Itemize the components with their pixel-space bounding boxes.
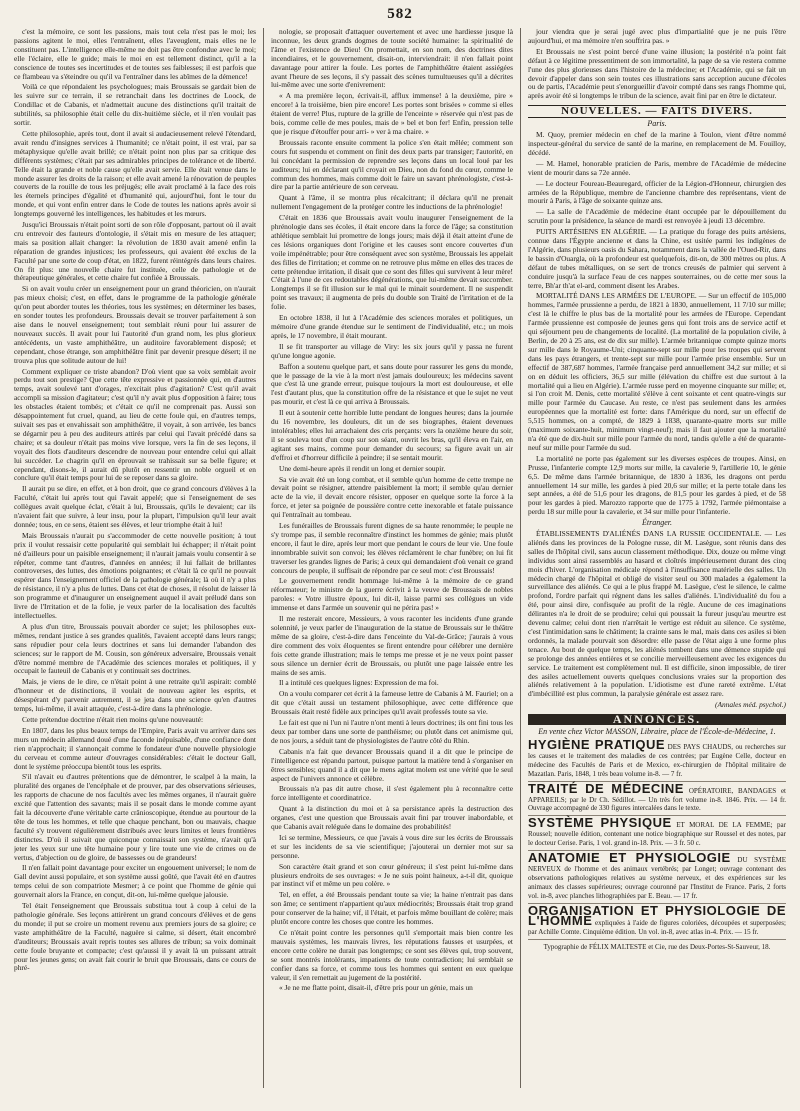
- article-paragraph: Quant à la distinction du moi et à sa persistance après la destruction des organes, c'est une question que Broussais avait fini par trouver inabordable, et que Cabanis avait reléguée dans le domaine des probabilités!: [271, 804, 513, 832]
- ad-item: [528, 852, 786, 904]
- annonces-publisher: En vente chez Victor MASSON, Libraire, place de l'École-de-Médecine, 1.: [538, 727, 776, 737]
- ad-title: TRAITÉ DE MÉDECINE: [528, 780, 684, 796]
- article-paragraph: Tel, en effet, a été Broussais pendant toute sa vie; la haine n'entrait pas dans son âme; ce sentiment n'appartient qu'aux médiocrités; Broussais était trop grand pour conserver de la haine; vif, il l'était, et parfois même bouillant de colère; mais plutôt encore contre les choses que contre les hommes.: [271, 890, 513, 927]
- article-paragraph: c'est la mémoire, ce sont les passions, mais tout cela n'est pas le moi; les passions agitent le moi, elles l'entraînent, elles l'aveuglent, mais elles ne le constituent pas. L'intelligence elle-même ne doit pas être confondue avec le moi; elle l'éclaire, elle le guide; mais le moi en est tellement distinct, qu'il a la conscience de toutes ses incertitudes et de toutes ses faiblesses; il est parfois que ce flambeau va s'éteindre ou qu'il va l'entraîner dans les abîmes de la démence!: [14, 28, 256, 81]
- article-paragraph: Mais, je viens de le dire, ce n'était point à une retraite qu'il aspirait: comblé d'honneur et de distinctions, il voulait de nouveau agiter les esprits, et désespérant d'y parvenir autrement, il se jeta dans une science qu'en d'autres temps, lui-même, il avait attaquée, c'est-à-dire dans la phrénologie.: [14, 677, 256, 714]
- article-paragraph: Si on avait voulu créer un enseignement pour un grand théoricien, on n'aurait pas mieux choisi; c'est, en effet, dans le programme de la pathologie générale qu'on peut aborder toutes les théories, tous les systèmes; en déterminer les bases, en sonder toutes les profondeurs. Broussais devait se trouver parfaitement à son aise dans le nouvel enseignement; tout semblait réuni pour lui assurer de nouveaux succès. Il avait pour lui l'autorité d'un grand nom, les plus glorieux antécédents, un vaste amphithéâtre, un auditoire favorablement disposé; et cependant, chose étrange, son amphithéâtre finit par devenir presque désert; il ne trouva plus que solitude autour de lui!: [14, 284, 256, 365]
- article-paragraph: Il a intitulé ces quelques lignes: Expression de ma foi.: [279, 678, 439, 688]
- ad-item: [528, 736, 786, 782]
- news-source: (Annales méd. psychol.): [714, 700, 786, 710]
- ad-text: DU SYSTÈME NERVEUX de l'homme et des animaux vertébrés; par Longet; ouvrage contenant des observations pathologiques relatives au système nerveux, et des expériences sur les animaux des classes supérieures; ouvrage couronné par l'Institut de France. Paris, 2 forts vol. in-8, avec planches lithographiées par E. Beau. — 17 fr.: [528, 856, 786, 900]
- article-paragraph: Quant à l'âme, il se montra plus récalcitrant; il déclara qu'il ne prenait nullement l'engagement de la protéger contre les inductions de la phrénologie!: [271, 193, 513, 212]
- article-paragraph: Le gouvernement rendit hommage lui-même à la mémoire de ce grand réformateur; le ministre de la guerre écrivit à la veuve de Broussais de nobles paroles: « Votre illustre époux, lui dit-il, laisse parmi ses collègues un vide immense et dans l'armée un souvenir qui ne périra pas! »: [271, 576, 513, 613]
- article-paragraph: C'était en 1836 que Broussais avait voulu inaugurer l'enseignement de la phrénologie dans ses écoles, il était encore dans la force de l'âge; sa constitution athlétique semblait lui promettre de longs jours; mais déjà il était atteint d'une de ces lésions organiques dont l'origine et les causes sont encore couvertes d'un voile impénétrable; pour être conséquent avec son système, Broussais les appelait des filles de l'irritation; et comme on ne retrouve plus même en elles des traces de cette prétendue irritation, il disait que ce sont des filles qui survivent à leur mère! C'était à l'une de ces redoutables dégénérations, que lui-même devait succomber. Longtemps il se fit illusion sur le mal qui le minait sourdement. Il ne suspendit point ses travaux; il augmenta de près du double son Traité de l'irritation et de la folie.: [271, 213, 513, 312]
- article-paragraph: Broussais raconte ensuite comment la police s'en était mêlée; comment son cours fut suspendu et comment on finit des deux parts par transiger; l'autorité, en lui concédant la permission de reprendre ses leçons dans un local loué par les auditeurs; lui en déclarant qu'il croyait en Dieu, non du fond du cœur, comme le commun des hommes, mais comme doit le faire un savant phrénologiste, c'est-à-dire par la partie antérieure de son cerveau.: [271, 137, 513, 192]
- article-paragraph: « Je ne me flatte point, disait-il, d'être pris pour un génie, mais un: [279, 983, 473, 993]
- article-paragraph: Les funérailles de Broussais furent dignes de sa haute renommée; le peuple ne s'y trompe pas, il semble reconnaître d'instinct les hommes de génie; mais plutôt encore, il faut le dire, après leur mort que pendant le cours de leur vie. Une foule innombrable suivit son convoi; les élèves réclamèrent le char funèbre; on lui fit traverser les grandes lignes de Paris; à ceux qui demandaient d'où venait ce grand concours de peuple, il suffisait de répondre par ce seul mot: c'est Broussais!: [271, 521, 513, 575]
- news-item: — La salle de l'Académie de médecine étant occupée par le dépouillement du scrutin pour la présidence, la séance de mardi est renvoyée à jeudi 13 décembre.: [528, 207, 786, 226]
- news-heading: NOUVELLES. — FAITS DIVERS.: [528, 105, 786, 118]
- article-paragraph: Le fait est que ni l'un ni l'autre n'ont menti à leurs doctrines; ils ont fini tous les deux par tomber dans une sorte de panthéisme; ou plutôt dans cet animisme qui, de nos jours, a séduit tant de physiologistes de l'autre côté du Rhin.: [271, 718, 513, 745]
- article-paragraph: Jusqu'ici Broussais n'était point sorti de son rôle d'opposant, partout où il avait cru entrevoir des fauteurs d'ontologie, il s'était mis en mesure de les attaquer; mais sa position allait changer: la révolution de 1830 avait amené enfin la réparation de grandes injustices; les professeurs, qui avaient été exclus de la Faculté par une sorte de coup d'état, en 1822, furent réintégrés dans leurs chaires. On fit plus: une nouvelle chaire fut instituée, celle de pathologie et de thérapeutique générales, et cette chaire fut confiée à Broussais.: [14, 220, 256, 283]
- news-item: MORTALITÉ DANS LES ARMÉES DE L'EUROPE. — Sur un effectif de 105,000 hommes, l'armée prussienne a perdu, de 1821 à 1830, annuellement, 11 7/10 sur mille; c'est là le chiffre le plus bas de la mortalité pour les armées de l'Europe. Cependant l'armée prussienne est composée de jeunes gens qui font trois ans de service actif et qui séjournent peu de changements de localité. (La mortalité de la population civile, à Berlin, de 20 à 25 ans, est de dix sur mille). L'armée britannique compte quinze morts sur mille dans le Royaume-Uni; cinquante-sept sur mille pour les troupes qui servent dans les pays étrangers, et trente-sept sur mille pour l'armée prise ensemble. Sur un effectif de 387,687 hommes, l'armée française perd annuellement 34,2 sur mille; et si on en déduit les officiers, 36,5 sur mille (élévation du chiffre est due surtout à la mortalité qui a lieu en Algérie). L'armée russe perd en moyenne cinquante sur mille; et, si l'on croit M. Denis, cette mortalité s'élève à cent soixante et cent quatre-vingts sur mille pour l'armée du Caucase. Au reste, ce n'est pas seulement dans les armées européennes que la mortalité est forte: dans l'Amérique du nord, sur un effectif de 5,515 hommes, on a compté, de 1829 à 1838, quarante-quatre morts sur mille (maximum soixante-huit, minimum vingt-neuf); mais il faut ajouter que la mortalité n'a été que de dix-huit sur mille pour l'armée du nord, tandis qu'elle a été de quarante-neuf sur mille pour l'armée du sud.: [528, 291, 786, 452]
- article-paragraph: Il n'en fallait point davantage pour exciter un engouement universel; le nom de Gall devint aussi populaire, et son système aussi goûté, que l'avait été en d'autres temps celui de son compatriote Mesmer; à ce point que l'homme de génie qui gouvernait alors la France, en conçut, dit-on, lui-même quelque jalousie.: [14, 863, 256, 900]
- article-paragraph: En 1807, dans les plus beaux temps de l'Empire, Paris avait vu arriver dans ses murs un médecin allemand doué d'une faconde inépuisable, d'une confiance dont rien n'approchait; il s'annonçait comme le fondateur d'une nouvelle physiologie du cerveau et comme auteur d'ouvrages considérables: c'était le docteur Gall, dont le système préoccupa bientôt tous les esprits.: [14, 725, 256, 771]
- news-item: — M. Hamel, honorable praticien de Paris, membre de l'Académie de médecine vient de mourir dans sa 72e année.: [528, 158, 786, 177]
- news-items: [528, 131, 786, 517]
- ad-title: SYSTÈME PHYSIQUE: [528, 815, 672, 831]
- article-paragraph: Une demi-heure après il rendit un long et dernier soupir.: [279, 463, 446, 473]
- article-paragraph: Ici se termine, Messieurs, ce que j'avais à vous dire sur les écrits de Broussais et sur les incidents de sa vie scientifique; j'ajouterai un dernier mot sur sa personne.: [271, 832, 513, 860]
- article-paragraph: Comment expliquer ce triste abandon? D'où vient que sa voix semblait avoir perdu tout son prestige? Que cette tête expressive et passionnée qui, en d'autres temps, avait soulevé tant d'orages, n'excitait plus d'agitation? C'est qu'il avait accompli sa mission d'agitateur; c'est qu'il n'y avait plus d'opposition à faire; tous les obstacles étaient tombés; et c'était ce qu'il ne comprenait pas. Aussi son désappointement fut cruel, quand, au lieu de cette foule qui, en d'autres temps, suivait ses pas et envahissait son amphithéâtre, il voyait, à son arrivée, les bancs se dégarnir peu à peu des auditeurs attirés par celui qui l'avait précédé dans sa chaire; et sa douleur n'était pas moins vive lorsque, vers la fin de ses leçons, il voyait des flots d'auditeurs descendre de nouveau pour entendre celui qui allait lui succéder. Le chagrin qu'il en éprouvait se trahissait sur sa belle figure; et cependant, disons-le, il aurait dû plutôt en ressentir un noble orgueil et en conclure qu'il était temps pour lui de se reposer dans sa gloire.: [14, 366, 256, 483]
- news-item-foreign: ÉTABLISSEMENTS D'ALIÉNÉS DANS LA RUSSIE OCCIDENTALE. — Les aliénés dans les provinces de la Pologne russe, dit M. Lasègue, sont réunis dans des salles de l'hôpital civil, sans aucun classement méthodique. Dix, douze ou même vingt individus sont ainsi rassemblés au hasard et cloîtrés impérieusement durant des cinq mois d'hiver. L'organisation médicale répond à l'insuffisance matérielle des salles. Un médecin chargé de l'hôpital et obligé de visiter seul ou 300 malades a également la surveillance des aliénés. Ce qui a le plus frappé M. Lasègue, c'est le silence, le calme profond, l'ordre parfait qui régnent dans les salles d'aliénés. L'individualité du fou a été, pour ainsi dire, confisquée au profit de la règle. Aucune de ces imaginations délirantes n'a le droit de se produire; celui qui poussait la fureur jusqu'au meurtre est devenu calme; celui dont rien n'arrêtait le vertige est réduit au silence. Ce système, c'est l'intimidation sans le châtiment; la crainte sans le mal, mais dans ces asiles si bien ordonnés, la malade pourvait son désordre: elle passe de l'état aigu à une forme plus tenace. Au bout de quelque temps, les aliénés tombent dans une démence stupide qui se prolonge des années entières et se concilie merveilleusement avec les exigences du service. Le traitement est complètement nul. Il est difficile, sinon impossible, de tirer des asiles actuellement ouverts quelques conclusions vraies sur la proportion des aliénés relativement à la population. L'idiotisme est d'une rareté extrême. L'état d'imbécillité est plus commun, la paralysie générale est assez rare.: [528, 529, 786, 699]
- article-paragraph: « A ma première leçon, écrivait-il, afflux immense! à la deuxième, pire » encore! à la troisième, bien pire encore! Les portes sont brisées » comme si elles étaient de verre! Plus, rupture de la grille de l'enceinte » réservée qui n'est pas de bois, comme celle de mes poules, mais de » bel et bon fer! Enfin, pression telle que je risque d'étouffer pour arri- » ver à ma chaire. »: [271, 91, 513, 136]
- news-subheading-foreign: Étranger.: [642, 518, 672, 528]
- article-paragraph: Cette philosophie, après tout, dont il avait si audacieusement relevé l'étendard, avait rendu d'insignes services à l'humanité; ce n'était point, il est vrai, par sa métaphysique qu'elle avait brillé; ce n'était point non plus par sa critique des différents systèmes; c'était par ses admirables principes de tolérance et de liberté. Telle était la grande et noble cause qu'elle avait servie. Elle était venue dans le monde assurer les droits de la raison; et elle avait amené la rénovation de peuples couverts de la rouille de tous les préjugés; elle avait proclamé à la face des rois les éternels principes d'égalité et d'humanité qui, aujourd'hui, font le tour du monde, et qui vont enfin entrer dans le Code de toutes les nations après avoir si longtemps gouverné les intelligences, les habitudes et les mœurs.: [14, 128, 256, 219]
- article-paragraph: Son caractère était grand et son cœur généreux; il s'est peint lui-même dans plusieurs endroits de ses ouvrages: « Je ne suis point haineux, a-t-il dit, quoique par instinct vif et même un peu colère. »: [271, 861, 513, 889]
- annonces-heading: ANNONCES.: [528, 714, 786, 725]
- news-item: M. Quoy, premier médecin en chef de la marine à Toulon, vient d'être nommé inspecteur-général du service de santé de la marine, en remplacement de M. Fouilloy, décédé.: [528, 130, 786, 157]
- news-subheading-paris: Paris.: [647, 119, 667, 129]
- article-paragraph: Il me resterait encore, Messieurs, à vous raconter les incidents d'une grande solennité, je veux parler de l'inauguration de la statue de Broussais sur le théâtre même de sa gloire, c'est-à-dire dans l'enceinte du Val-de-Grâce; j'aurais à vous dire comment des voix éloquentes se firent entendre pour célébrer une dernière fois cette grande illustration; mais le temps me presse et je ne veux point passer sous silence un dernier écrit de Broussais, ou plutôt une page laissée entre les mains de ses amis.: [271, 614, 513, 677]
- article-paragraph: Cabanis n'a fait que devancer Broussais quand il a dit que le principe de l'intelligence est répandu partout, puisque partout la matière tend à s'organiser en êtres sensibles; quand il a dit que le mens agitat molem est une vérité que le seul aspect de l'univers annonce et célèbre.: [271, 746, 513, 783]
- news-item: La mortalité ne porte pas également sur les diverses espèces de troupes. Ainsi, en Prusse, l'infanterie compte 12,9 morts sur mille, la cavalerie 9, l'artillerie 10, le génie 6,5. De même dans l'armée britannique, de 1830 à 1836, les dragons ont perdu annuellement 14 sur mille, les gardes à pied 20,6 sur mille; et la perte totale dans les sept années, a été de 51,6 pour les dragons, de 81,5 pour les gardes à pied, et de 58 pour les gardes à pied. Marozzo rapporte que de 1775 à 1792, l'armée piémontaise a perdu 18 sur mille pour la cavalerie, et 34 sur mille pour l'infanterie.: [528, 453, 786, 517]
- ad-title: ANATOMIE ET PHYSIOLOGIE: [528, 850, 731, 866]
- ad-item: [528, 817, 786, 851]
- article-paragraph: Il eut à soutenir cette horrible lutte pendant de longues heures; dans la journée du 16 novembre, les douleurs, dit un de ses biographes, étaient devenues intolérables; elles lui arrachaient des cris perçants: vers la onzième heure du soir, il se souleva tout d'un coup sur son séant, ouvrit les bras, qu'il éleva en l'air, en agitant ses mains, comme pour demander du secours; sa figure avait un air d'effroi et d'horreur difficile à peindre; il se sentait mourir.: [271, 408, 513, 462]
- ad-title: ORGANISATION ET PHYSIOLOGIE DE L'HOMME: [528, 902, 786, 929]
- article-paragraph: En octobre 1838, il lut à l'Académie des sciences morales et politiques, un mémoire d'une grande étendue sur le sentiment de l'individualité, etc.; un mois après, le 17 novembre, il était mourant.: [271, 313, 513, 340]
- page-number: 582: [387, 6, 413, 22]
- ad-text: expliquées à l'aide de figures coloriées, découpées et superposées; par Achille Comte. Cinquième édition. Un vol. in-8, avec atlas in-4. Prix. — 15 fr.: [528, 919, 786, 937]
- column-divider: [263, 28, 264, 1088]
- article-paragraph: Cette prétendue doctrine n'était rien moins qu'une nouveauté:: [22, 714, 204, 724]
- article-conclusion: Et Broussais ne s'est point bercé d'une vaine illusion; la postérité n'a point fait défaut à ce légitime pressentiment de son immortalité, la page de sa vie restera comme l'une des plus glorieuses dans l'histoire de la médecine; et l'Académie, qui se fait un devoir d'appeler dans son sein toutes ces illustrations sans acception aucune d'écoles ou de partis, l'Académie peut s'enorgueillir d'avoir compté dans ses rangs l'homme qui, après avoir été si longtemps le tribun de la science, avait fini par en être le dictateur.: [528, 46, 786, 101]
- article-paragraph: nologie, se proposait d'attaquer ouvertement et avec une hardiesse jusque là inconnue, les deux grands dogmes de toute société humaine: la spiritualité de l'âme et l'existence de Dieu! On promettait, en son nom, des doctrines dites incendiaires, et le gouvernement, disait-on, interviendrait: il n'en fallait point davantage pour attirer la foule. Les portes de l'amphithéâtre étaient assiégées avant l'heure de ses leçons, il s'y passait des scènes tumultueuses qu'il a décrites lui-même avec une sorte d'enivrement:: [271, 28, 513, 90]
- ad-text: OPÉRATOIRE, BANDAGES et APPAREILS; par le Dr Ch. Sédillot. — Un très fort volume in-8. 1846. Prix. — 14 fr. Ouvrage accompagné de 330 figures intercalées dans le texte.: [528, 786, 786, 813]
- ad-title: HYGIÈNE PRATIQUE: [528, 736, 666, 752]
- article-paragraph: Baffon a soutenu quelque part, et sans doute pour rassurer les gens du monde, que le passage de la vie à la mort n'est jamais douloureux; les médecins savent que c'est là une grande erreur, puisque toujours la mort est douloureuse, et elle l'est d'autant plus, que la constitution offre de la résistance et que le sujet ne veut pas mourir, et c'est là ce qui arriva à Broussais.: [271, 361, 513, 407]
- column-divider: [520, 28, 521, 1088]
- article-paragraph: On a voulu comparer cet écrit à la fameuse lettre de Cabanis à M. Fauriel; on a dit que c'était aussi un testament philosophique, avec cette différence que Broussais était resté fidèle aux principes qu'il avait professés toute sa vie.: [271, 689, 513, 717]
- column-left: [14, 28, 256, 1088]
- article-paragraph: A plus d'un titre, Broussais pouvait aborder ce sujet; les philosophes eux-mêmes, rendant justice à ses grandes qualités, l'avaient accepté dans leurs rangs; sans répudier pour cela leurs doctrines et sans lui demander l'abandon des sciences; sur le rapport de M. Cousin, son généreux adversaire, Broussais venait d'être nommé membre de l'Académie des sciences morales et politiques, il y occupait le fauteuil de Cabanis et y continuait ses doctrines.: [14, 621, 256, 676]
- article-paragraph: Voilà ce que répondaient les psychologues; mais Broussais se gardait bien de les suivre sur ce terrain, il se retranchait dans les doctrines de Loock, de Condillac et de Cabanis, et n'admettait aucune des distinctions qu'il traitait de subtilités, sa philosophie était celle du dix-huitième siècle, et il n'en voulait pas sortir.: [14, 82, 256, 128]
- ad-item: [528, 902, 786, 941]
- article-paragraph: Il se fit transporter au village de Viry: les six jours qu'il y passa ne furent qu'une longue agonie.: [271, 341, 513, 360]
- article-paragraph: Sa vie avait été un long combat, et il semble qu'un homme de cette trempe ne devait point se résigner, attendre paisiblement la mort; il semble qu'au dernier acte de la vie, il devait encore résister, opposer en quelque sorte la force à la force, et jeter sa poignée de poussière contre cette inexorable et fatale puissance qui l'entraînait au tombeau.: [271, 474, 513, 520]
- news-item: PUITS ARTÉSIENS EN ALGÉRIE. — La pratique du forage des puits artésiens, connue dans l'Égypte ancienne et dans la Chine, est usitée parmi les indigènes de l'Algérie, dans plusieurs oasis du Sahara, notamment dans la vallée de l'Oued-Rir, dans le bassin d'Ouargla, où la profondeur est quelquefois, dit-on, de 300 mètres ou plus. A défaut de tubes métalliques, on se sert de troncs creusés de palmier qui servent à conduire jusqu'à la surface l'eau de ces nappes souterraines, ou de cette mer sous la terre, Bh'ar th'at el-ard, comment disent les Arabes.: [528, 227, 786, 290]
- article-paragraph: Tel était l'enseignement que Broussais substitua tout à coup à celui de la pathologie générale. Ses leçons attirèrent un grand concours d'élèves et de gens du monde; il put se croire un moment revenu aux premiers jours de sa gloire; ce vaste amphithéâtre de la Faculté, naguère si calme, si désert, était encombré d'auditeurs; Broussais avait repris toutes ses allures de tribun; sa voix dominait cette foule bruyante et compacte; c'est qu'aussi il y avait là un puissant attrait pour les jeunes gens; on avait fait courir le bruit que Broussais, dans ce cours de phré-: [14, 901, 256, 973]
- article-paragraph: S'il n'avait eu d'autres prétentions que de démontrer, le scalpel à la main, la pluralité des organes de l'encéphale et de prouver, par des observations sérieuses, les rapports de chacune de nos facultés avec les mêmes organes, il n'aurait guère excité que l'attention des savants; mais il se posait dans le monde comme ayant fait la découverte d'une véritable carte crânioscopique, étendue au pourtour de la tête de tous les hommes, et telle que chaque penchant, bon ou mauvais, chaque faculté s'y trouvent régulièrement distribués avec leurs limites et leurs frontières distinctes. D'où il suivait que quiconque connaissait son système, n'avait qu'à jeter les yeux sur une tête humaine pour y lire toute une vie de crimes ou de vertus, d'abjection ou de gloire, de bassesses ou de grandeurs!: [14, 772, 256, 862]
- ad-item: [528, 780, 786, 817]
- ad-text: ET MORAL DE LA FEMME; par Roussel; nouvelle édition, contenant une notice biographique sur Roussel et des notes, par le docteur Cerise. Paris, 1 vol. grand in-18. Prix. — 3 fr. 50 c.: [528, 821, 786, 848]
- article-paragraph: Broussais n'a pas dit autre chose, il s'est également plu à reconnaître cette force intelligente et coordinatrice.: [271, 784, 513, 803]
- ad-text: DES PAYS CHAUDS, ou recherches sur les causes et le traitement des maladies de ces contrées; par Eugène Celle, docteur en médecine des Facultés de Paris et de Mexico, ex-chirurgien de l'hôpital militaire de Mazatlan. Paris, 1848, 1 très beau volume in-8. — 7 fr.: [528, 742, 786, 778]
- article-paragraph: Ce n'était point contre les personnes qu'il s'emportait mais bien contre les mauvais systèmes, les mauvais livres, les réputations fausses et usurpées, et encore cette colère ne durait pas longtemps; ce sont ses élèves qui, trop souvent, se sont montrés intolérants, impatients de toute contradiction; lui semblait se confier dans sa force, et comme tous les hommes qui sentent en eux quelque valeur, il s'en remettait au jugement de la postérité.: [271, 928, 513, 982]
- typographer-line: Typographie de FÉLIX MALTESTE et Cie, rue des Deux-Portes-St-Sauveur, 18.: [543, 943, 771, 952]
- article-paragraph: Il aurait pu se dire, en effet, et à bon droit, que ce grand concours d'élèves à la Faculté, c'était lui après tout qui l'avait appelé; que si l'enseignement de ses collègues avait quelque éclat, c'était à lui, Broussais, qu'ils le devaient; car ils n'avaient fait que suivre, à leur insu, pour la plupart, l'impulsion qu'il leur avait donnée; tous, en ce sens, étaient ses élèves, et leur triomphe était à lui!: [14, 484, 256, 529]
- ad-list: [528, 736, 786, 940]
- article-paragraph: Mais Broussais n'aurait pu s'accommoder de cette nouvelle position; à tout prix il voulut ressaisir cette popularité qui semblait lui échapper; il n'était point né d'ailleurs pour un paisible enseignement; il n'aurait jamais voulu consentir à se répéter, comme tant d'autres, d'années en années; il lui fallait de brillantes controverses, des luttes, des émotions poignantes; et c'était là ce qu'il ne pouvait espérer dans l'enseignement officiel de la pathologie générale; là où il n'y a plus de résistance, il n'y a plus de luttes. Dans cet état de choses, il résolut de laisser là son programme et d'inaugurer un enseignement auquel il avait préludé dans son livre de l'Irritation et de la folie, je veux parler de la localisation des facultés intellectuelles.: [14, 530, 256, 620]
- news-item: — Le docteur Foureau-Beauregard, officier de la Légion-d'Honneur, chirurgien des armées de la République, membre de l'ancienne chambre des représentans, vient de mourir à Paris, à l'âge de soixante quinze ans.: [528, 178, 786, 206]
- column-right: [528, 28, 786, 1088]
- article-conclusion: jour viendra que je serai jugé avec plus d'impartialité que je ne puis l'être aujourd'hui, et ma mémoire n'en souffrira pas. »: [528, 28, 786, 45]
- column-middle: [271, 28, 513, 1088]
